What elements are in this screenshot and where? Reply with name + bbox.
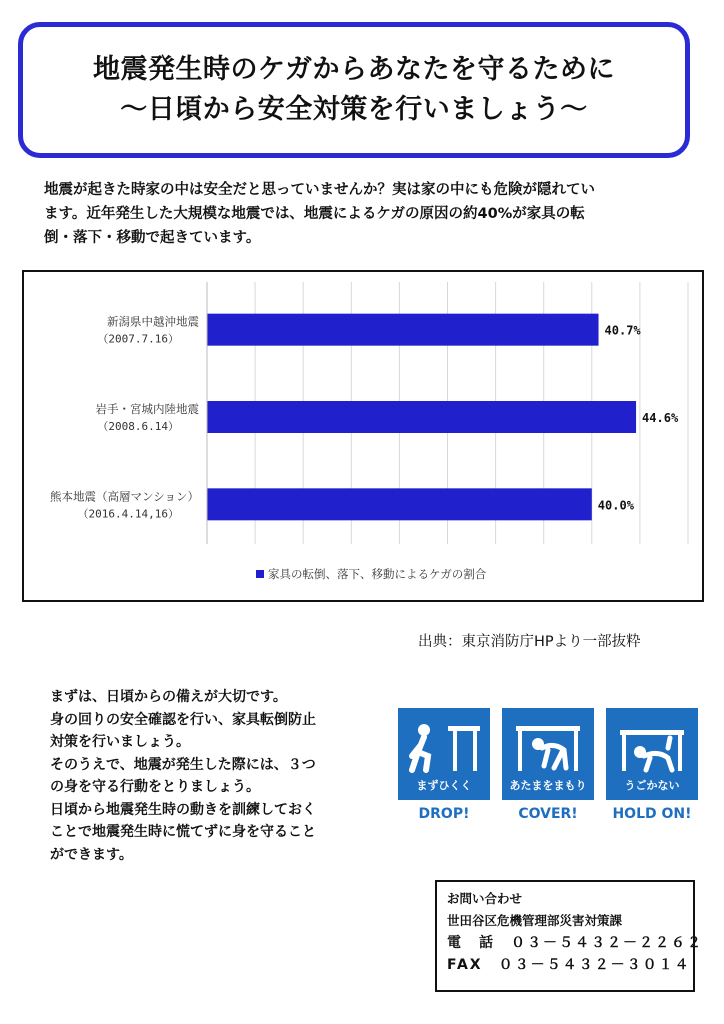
body-line: 身の回りの安全確認を行い、家具転倒防止: [50, 711, 316, 728]
fax-number: ０３－５４３２－３０１４: [498, 957, 691, 973]
cover-icon: [502, 708, 594, 778]
title-line-2: ～日頃から安全対策を行いましょう～: [120, 94, 588, 125]
contact-tel: [447, 932, 703, 954]
fax-label: FAX: [447, 957, 483, 973]
body-line: そのうえで、地震が発生した際には、３つ: [50, 756, 316, 773]
legend-label: 家具の転倒、落下、移動によるケガの割合: [268, 567, 487, 581]
drop-icon: [398, 708, 490, 778]
bar-chart-svg: [24, 272, 702, 600]
title-line-1: 地震発生時のケガからあなたを守るために: [93, 54, 615, 85]
body-line: 対策を行いましょう。: [50, 734, 190, 750]
body-line: ができます。: [50, 846, 133, 863]
contact-heading: お問い合わせ: [447, 891, 523, 906]
bar: [207, 401, 636, 433]
panel-hold-on: [606, 708, 698, 830]
safety-action-panels: [398, 708, 698, 830]
body-line: まずは、日頃からの備えが大切です。: [50, 689, 287, 705]
body-line: 日頃から地震発生時の動きを訓練しておく: [50, 801, 316, 818]
title-box: [18, 22, 690, 158]
body-paragraph: [50, 686, 395, 866]
intro-line: 地震が起きた時家の中は安全だと思っていませんか？実は家の中にも危険が隠れてい: [44, 182, 595, 198]
tel-label: 電 話: [447, 935, 495, 951]
contact-department: 世田谷区危機管理部災害対策課: [447, 913, 623, 928]
panel-cover: [502, 708, 594, 830]
category-date-label: （2008.6.14）: [97, 420, 179, 433]
data-label: 40.0%: [597, 498, 634, 513]
panel-jp-label: まずひくく: [416, 779, 472, 792]
panel-jp-label: うごかない: [624, 779, 680, 792]
category-label: 新潟県中越沖地震: [107, 314, 199, 329]
intro-paragraph: [44, 178, 694, 250]
panel-en-label: HOLD ON!: [612, 806, 692, 822]
legend-swatch: [256, 570, 264, 578]
bar-chart: [22, 270, 704, 602]
contact-fax: [447, 954, 691, 976]
category-date-label: （2016.4.14,16）: [77, 507, 179, 521]
panel-en-label: COVER!: [518, 806, 578, 822]
body-line: ことで地震発生時に慌てずに身を守ること: [50, 824, 316, 840]
panel-drop: [398, 708, 490, 830]
category-date-label: （2007.7.16）: [97, 332, 179, 346]
intro-line: 倒・落下・移動で起きています。: [44, 230, 261, 246]
category-label: 岩手・宮城内陸地震: [95, 402, 199, 416]
intro-line: ます。近年発生した大規模な地震では、地震によるケガの原因の約40%が家具の転: [44, 206, 585, 222]
data-label: 40.7%: [604, 323, 641, 338]
contact-box: [435, 880, 703, 992]
panel-jp-label: あたまをまもり: [509, 779, 587, 792]
data-label: 44.6%: [642, 411, 679, 425]
category-label: 熊本地震（高層マンション）: [50, 489, 199, 504]
bar: [207, 314, 599, 346]
hold-on-icon: [606, 708, 698, 778]
tel-number: ０３－５４３２－２２６２: [511, 935, 703, 951]
body-line: の身を守る行動をとりましょう。: [50, 779, 260, 795]
source-note: 出典：東京消防庁HPより一部抜粋: [418, 634, 641, 650]
panel-en-label: DROP!: [418, 806, 470, 822]
bar: [207, 488, 592, 520]
